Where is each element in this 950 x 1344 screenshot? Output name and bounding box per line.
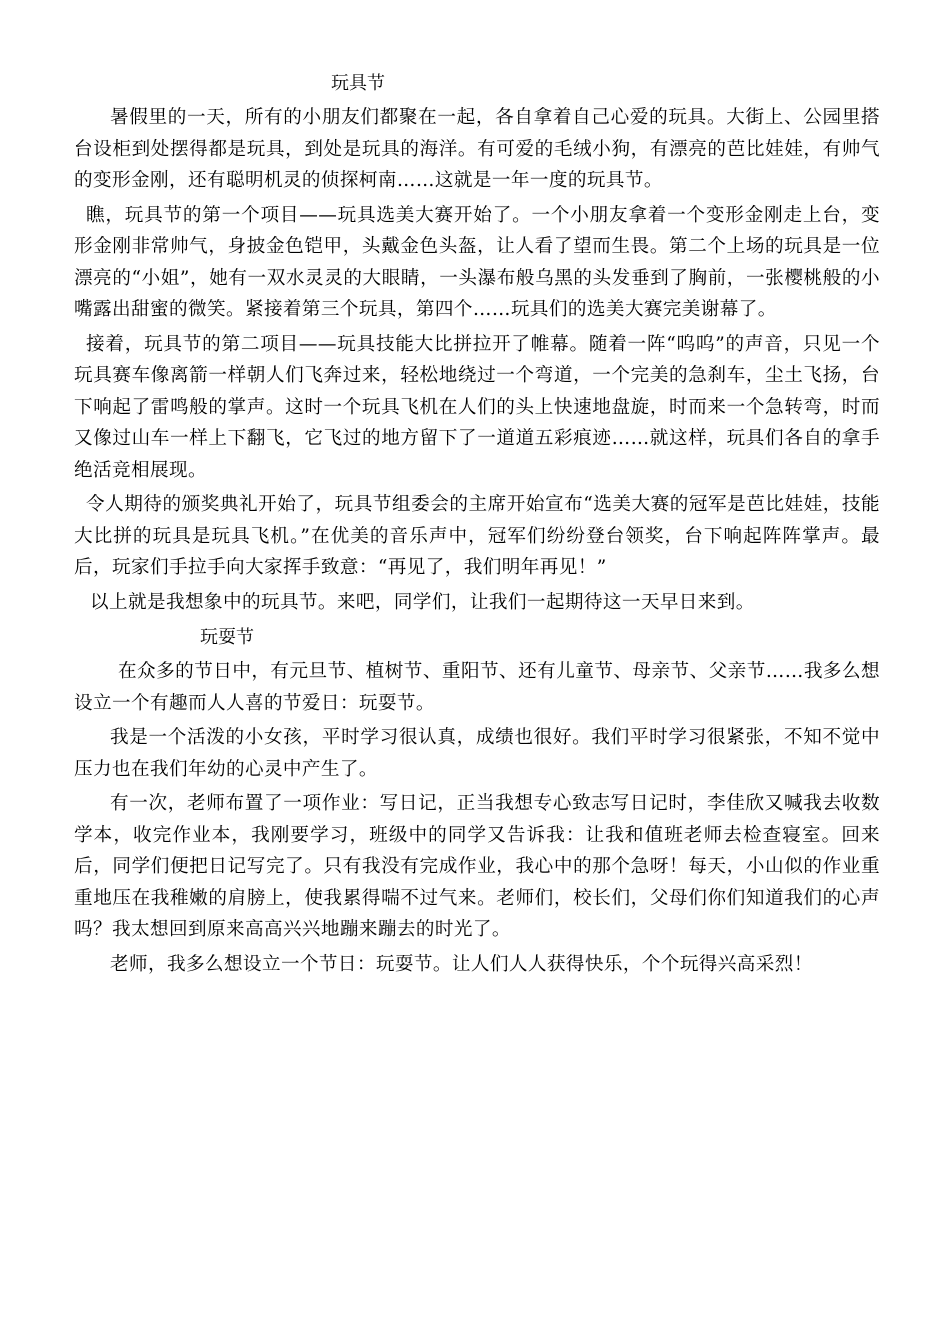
document-page [74,66,880,980]
essay1-paragraph-4: 令人期待的颁奖典礼开始了，玩具节组委会的主席开始宣布“选美大赛的冠军是芭比娃娃，技能大比拼的玩具是玩具飞机。”在优美的音乐声中，冠军们纷纷登台领奖，台下响起阵阵掌声。最后，玩家们手拉手向大家挥手致意：“再见了，我们明年再见！” [74,494,880,578]
essay1-paragraph-3: 接着，玩具节的第二项目——玩具技能大比拼拉开了帷幕。随着一阵“呜呜”的声音，只见一个玩具赛车像离箭一样朝人们飞奔过来，轻松地绕过一个弯道，一个完美的急刹车，尘土飞扬，台下响起了雷鸣般的掌声。这时一个玩具飞机在人们的头上快速地盘旋，时而来一个急转弯，时而又像过山车一样上下翻飞，它飞过的地方留下了一道道五彩痕迹……就这样，玩具们各自的拿手绝活竞相展现。 [74,333,880,481]
essay2-paragraph-3: 有一次，老师布置了一项作业：写日记，正当我想专心致志写日记时，李佳欣又喊我去收数学本，收完作业本，我刚要学习，班级中的同学又告诉我：让我和值班老师去检查寝室。回来后，同学们便把日记写完了。只有我没有完成作业，我心中的那个急呀！每天，小山似的作业重重地压在我稚嫩的肩膀上，使我累得喘不过气来。老师们，校长们，父母们你们知道我们的心声吗？我太想回到原来高高兴兴地蹦来蹦去的时光了。 [74,793,880,940]
essay-title-play-festival: 玩耍节 [200,627,254,648]
essay-title-toy-festival: 玩具节 [331,73,385,94]
essay1-paragraph-2: 瞧，玩具节的第一个项目——玩具选美大赛开始了。一个小朋友拿着一个变形金刚走上台，变形金刚非常帅气，身披金色铠甲，头戴金色头盔，让人看了望而生畏。第二个上场的玩具是一位漂亮的“小姐”，她有一双水灵灵的大眼睛，一头瀑布般乌黑的头发垂到了胸前，一张樱桃般的小嘴露出甜蜜的微笑。紧接着第三个玩具，第四个……玩具们的选美大赛完美谢幕了。 [74,204,880,320]
essay2-paragraph-2: 我是一个活泼的小女孩，平时学习很认真，成绩也很好。我们平时学习很紧张，不知不觉中压力也在我们年幼的心灵中产生了。 [74,727,880,780]
essay2-paragraph-4: 老师，我多么想设立一个节日：玩耍节。让人们人人获得快乐，个个玩得兴高采烈！ [110,953,813,975]
essay1-paragraph-5: 以上就是我想象中的玩具节。来吧，同学们，让我们一起期待这一天早日来到。 [90,591,755,613]
essay2-paragraph-1: 在众多的节日中，有元旦节、植树节、重阳节、还有儿童节、母亲节、父亲节……我多么想设立一个有趣而人人喜的节爱日：玩耍节。 [74,661,880,714]
essay1-paragraph-1: 暑假里的一天，所有的小朋友们都聚在一起，各自拿着自己心爱的玩具。大街上、公园里搭台设柜到处摆得都是玩具，到处是玩具的海洋。有可爱的毛绒小狗，有漂亮的芭比娃娃，有帅气的变形金刚，还有聪明机灵的侦探柯南……这就是一年一度的玩具节。 [74,107,880,191]
